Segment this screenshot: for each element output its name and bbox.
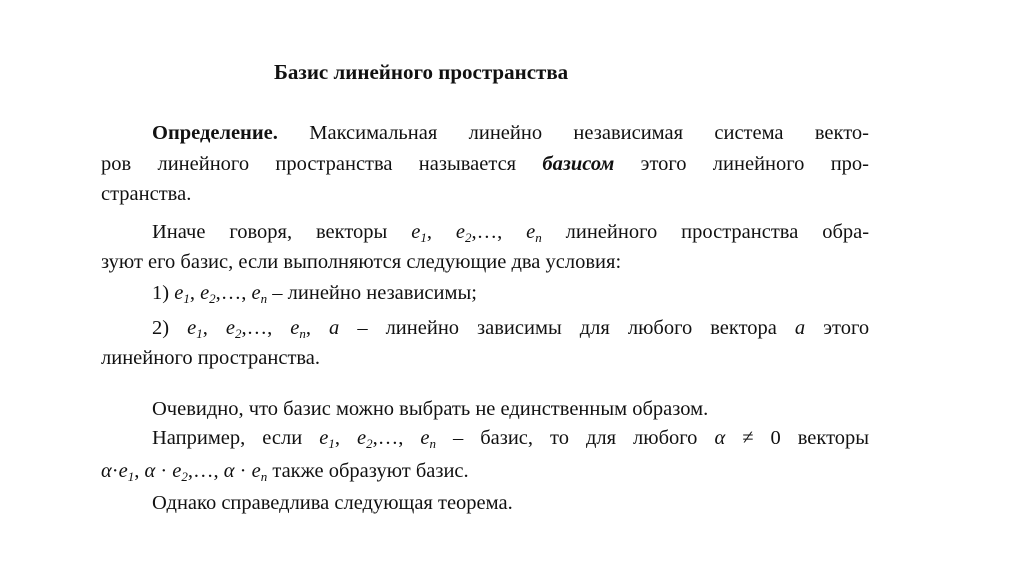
obvious-line: Очевидно, что базис можно выбрать не единственным образом. <box>152 398 709 420</box>
otherwise-line-2: зуют его базис, если выполняются следующие два условия: <box>101 251 622 273</box>
condition-1-formula: $e_1$, $e_2,\dots$, $e_n$ <box>174 282 268 306</box>
theorem-intro-line: Однако справедлива следующая теорема. <box>152 492 513 514</box>
example-basis-formula: $e_1$, $e_2,\dots$, $e_n$ <box>319 427 436 451</box>
condition-2-text: – линейно зависимы для любого вектора <box>357 317 777 339</box>
definition-text-2a: ров линейного пространства называется <box>101 153 517 175</box>
slide-title: Базис линейного пространства <box>274 60 569 84</box>
alpha-condition-formula: α ≠ 0 <box>714 427 781 449</box>
condition-1 <box>152 280 869 307</box>
condition-2-line-2: линейного пространства. <box>101 347 321 369</box>
otherwise-text-1b: линейного пространства обра- <box>565 221 870 243</box>
definition-line-2 <box>101 151 869 178</box>
condition-2-number: 2) <box>152 317 170 339</box>
definition-line-3: странства. <box>101 183 192 205</box>
scaled-vectors-formula: $\alpha\cdot e_1$, $\alpha \cdot e_2,\dots$, $\alpha \cdot e_n$ <box>101 460 268 484</box>
example-text-2: также образуют базис. <box>272 460 469 482</box>
definition-text-1: Максимальная линейно независимая система векто- <box>309 122 869 144</box>
condition-2-text-after: этого <box>823 317 870 339</box>
example-line-2 <box>101 458 869 485</box>
definition-text-2b: этого линейного про- <box>640 153 869 175</box>
example-text-1b: – базис, то для любого <box>452 427 698 449</box>
example-text-1a: Например, если <box>152 427 303 449</box>
condition-2-formula: $e_1$, $e_2,\dots$, $e_n$, a <box>187 317 340 341</box>
otherwise-line-1 <box>152 219 869 246</box>
vector-list-formula: $e_1$, $e_2,\dots$, $e_n$ <box>411 221 542 245</box>
definition-basis-term: базисом <box>542 153 615 175</box>
otherwise-text-1a: Иначе говоря, векторы <box>152 221 388 243</box>
example-line-1 <box>152 425 869 452</box>
condition-1-number: 1) <box>152 282 170 304</box>
definition-term: Определение. <box>152 122 278 144</box>
vector-a: a <box>794 317 806 339</box>
condition-1-text: – линейно независимы; <box>272 282 477 304</box>
example-text-1c: векторы <box>797 427 870 449</box>
condition-2-line-1 <box>152 315 869 342</box>
definition-line-1 <box>152 120 869 147</box>
